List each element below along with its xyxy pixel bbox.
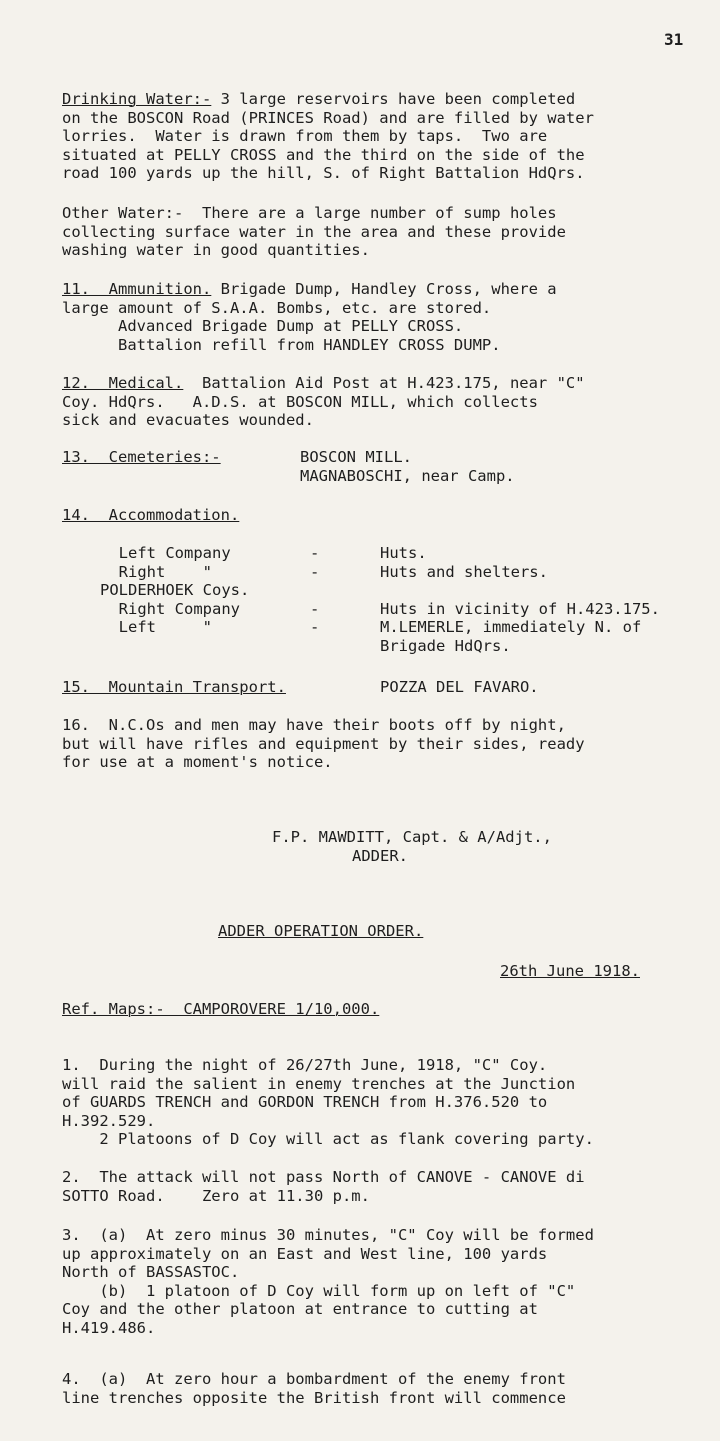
cemetery-entry-1: BOSCON MILL. <box>300 448 412 466</box>
other-water-heading: Other Water:- <box>62 204 184 222</box>
ref-maps: Ref. Maps:- CAMPOROVERE 1/10,000. <box>62 1000 380 1018</box>
ammunition-heading: 11. Ammunition. <box>62 280 212 298</box>
accommodation-details: Huts. Huts and shelters. Huts in vicinity of H.423.175. M.LEMERLE, immediately N. of Brigade HdQrs. <box>380 544 660 655</box>
order-date: 26th June 1918. <box>500 962 640 980</box>
accommodation-heading: 14. Accommodation. <box>62 506 240 524</box>
paragraph-16: 16. N.C.Os and men may have their boots off by night, but will have rifles and equipment by their sides, ready for use at a moment's notice. <box>62 716 585 772</box>
order-paragraph-4: 4. (a) At zero hour a bombardment of the enemy front line trenches opposite the British front will commence <box>62 1370 566 1407</box>
accommodation-units: Left Company Right " POLDERHOEK Coys. Right Company Left " <box>100 544 250 637</box>
other-water-paragraph <box>62 204 712 260</box>
cemeteries-heading: 13. Cemeteries:- <box>62 448 221 466</box>
medical-heading: 12. Medical. <box>62 374 184 392</box>
other-water-text: There are a large number of sump holes collecting surface water in the area and these provide washing water in good quantities. <box>62 204 566 260</box>
order-paragraph-2: 2. The attack will not pass North of CANOVE - CANOVE di SOTTO Road. Zero at 11.30 p.m. <box>62 1168 585 1205</box>
ammunition-text: Brigade Dump, Handley Cross, where a large amount of S.A.A. Bombs, etc. are stored. Advanced Brigade Dump at PELLY CROSS. Battalion refill from HANDLEY CROSS DUMP. <box>62 280 557 354</box>
medical-text: Battalion Aid Post at H.423.175, near "C" Coy. HdQrs. A.D.S. at BOSCON MILL, which collects sick and evacuates wounded. <box>62 374 585 430</box>
signature-line-1: F.P. MAWDITT, Capt. & A/Adjt., <box>272 828 552 846</box>
drinking-water-text: 3 large reservoirs have been completed on the BOSCON Road (PRINCES Road) and are filled by water lorries. Water is drawn from them by taps. Two are situated at PELLY CROSS and the third on the side of the road 100 yards up the hill, S. of Right Battalion HdQrs. <box>62 90 594 183</box>
page-number: 31 <box>664 30 684 49</box>
mountain-transport-heading: 15. Mountain Transport. <box>62 678 286 696</box>
ammunition-paragraph <box>62 280 712 354</box>
drinking-water-heading: Drinking Water:- <box>62 90 212 108</box>
medical-paragraph <box>62 374 712 430</box>
drinking-water-paragraph <box>62 90 712 183</box>
signature-line-2: ADDER. <box>352 847 408 865</box>
order-paragraph-1: 1. During the night of 26/27th June, 1918, "C" Coy. will raid the salient in enemy trenches at the Junction of GUARDS TRENCH and GORDON TRENCH from H.376.520 to H.392.529. 2 Platoons of D Coy will act as flank covering party. <box>62 1056 594 1149</box>
order-paragraph-3: 3. (a) At zero minus 30 minutes, "C" Coy will be formed up approximately on an East and West line, 100 yards North of BASSASTOC. (b) 1 platoon of D Coy will form up on left of "C" Coy and the other platoon at entrance to cutting at H.419.486. <box>62 1226 594 1337</box>
cemetery-entry-2: MAGNABOSCHI, near Camp. <box>300 467 515 485</box>
accommodation-dashes: - - - - <box>310 544 320 637</box>
order-title: ADDER OPERATION ORDER. <box>218 922 424 940</box>
mountain-transport-value: POZZA DEL FAVARO. <box>380 678 539 696</box>
